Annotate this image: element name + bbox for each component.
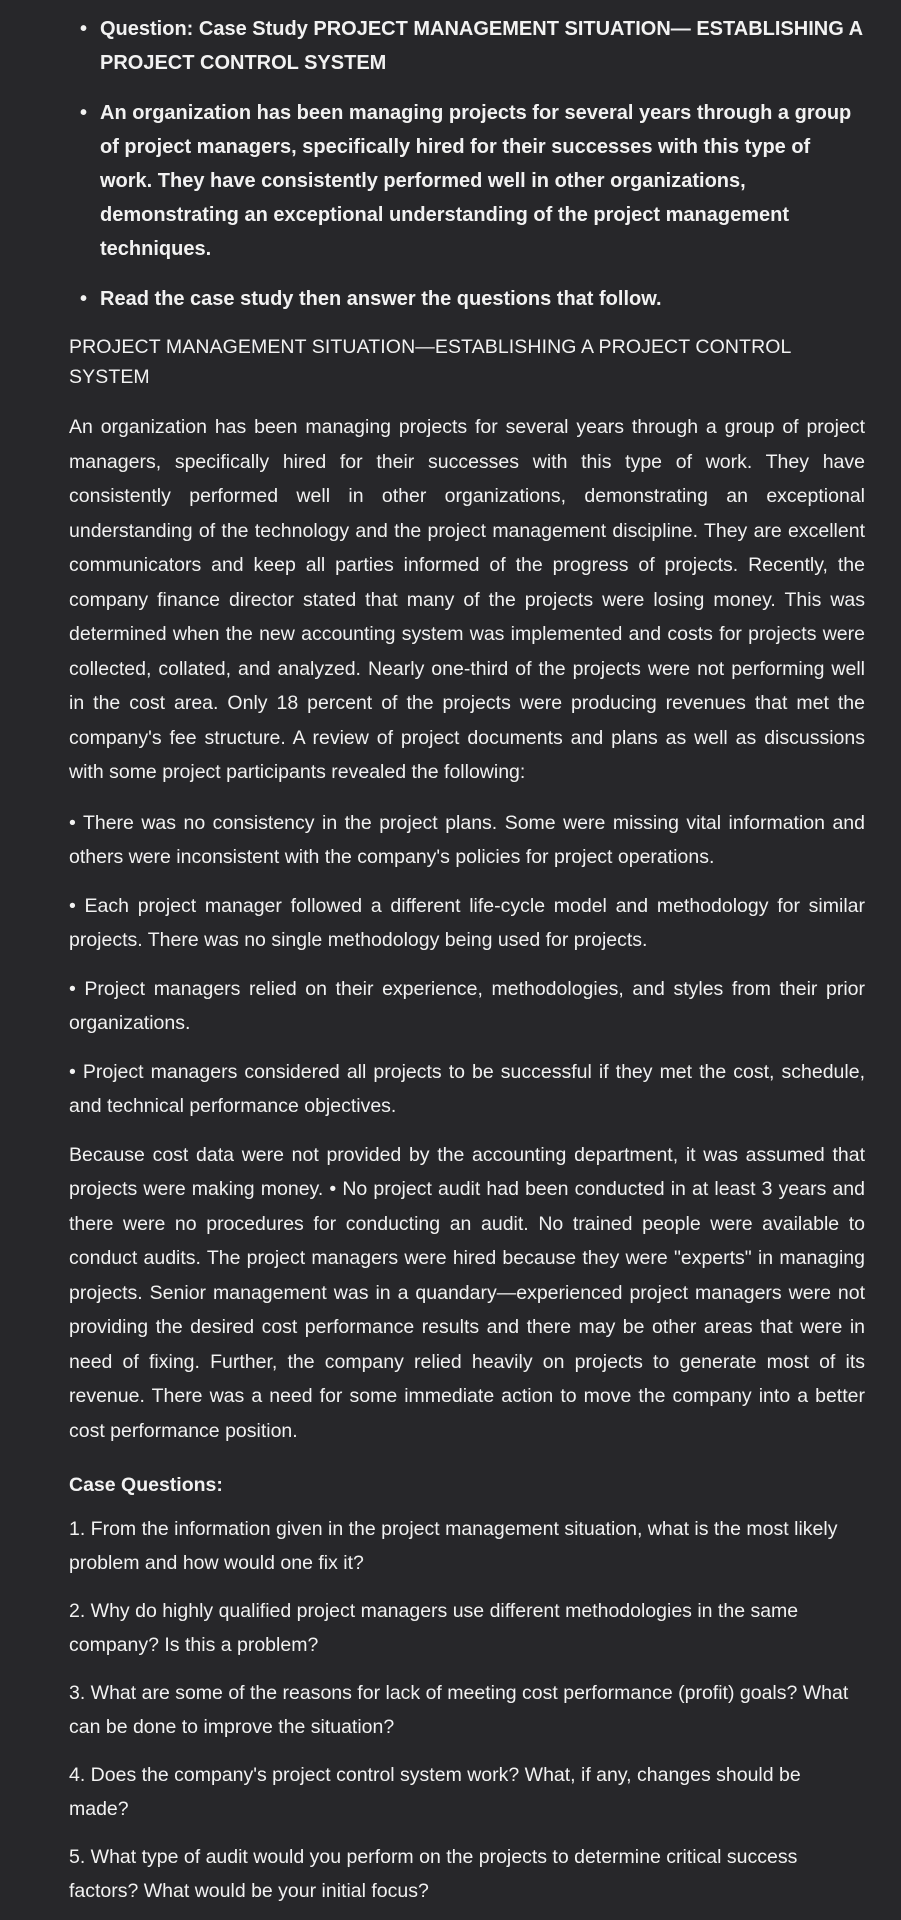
finding-item: • Project managers relied on their experience, methodologies, and styles from their prior organizations. — [69, 977, 865, 1034]
intro-bullet-list — [70, 12, 865, 316]
intro-bullet-summary — [70, 96, 865, 266]
finding-item: • Project managers considered all projects to be successful if they met the cost, schedule, and technical performance objectives. — [69, 1060, 865, 1117]
intro-line: • An organization has been managing projects for several years through a group — [100, 102, 852, 124]
intro-bullet-question — [70, 12, 865, 80]
question-item: 2. Why do highly qualified project managers use different methodologies in the same company? Is this a problem? — [69, 1600, 799, 1656]
question-item: 5. What type of audit would you perform on the projects to determine critical success factors? What would be your initial focus? — [69, 1846, 798, 1902]
intro-bullet-instruction — [70, 282, 865, 316]
intro-line: • Read the case study then answer the questions that follow. — [100, 288, 662, 310]
case-questions-title: Case Questions: — [69, 1474, 223, 1496]
intro-line: demonstrating an exceptional understanding of the project management — [100, 204, 789, 226]
closing-paragraph: Because cost data were not provided by the accounting department, it was assumed that projects were making money. • No project audit had been conducted in at least 3 years and there were no procedures for conducting an audit. No trained people were available to conduct audits. The project managers were hired because they were "experts" in managing projects. Senior management was in a quandary—experienced project managers were not providing the desired cost performance results and there may be other areas that were in need of fixing. Further, the company relied heavily on projects to generate most of its revenue. There was a need for some immediate action to move the company into a better cost performance position. — [69, 1143, 865, 1442]
question-item: 1. From the information given in the project management situation, what is the most likely problem and how would one fix it? — [69, 1518, 838, 1574]
intro-line: techniques. — [100, 238, 212, 260]
intro-line: PROJECT CONTROL SYSTEM — [100, 52, 387, 74]
question-item: 3. What are some of the reasons for lack of meeting cost performance (profit) goals? What can be done to improve the situation? — [69, 1682, 849, 1738]
finding-item: • Each project manager followed a different life-cycle model and methodology for similar projects. There was no single methodology being used for projects. — [69, 894, 865, 951]
intro-line: of project managers, specifically hired for their successes with this type of — [100, 136, 811, 158]
case-paragraph: An organization has been managing projects for several years through a group of project managers, specifically hired for their successes with this type of work. They have consistently performed well in other organizations, demonstrating an exceptional understanding of the technology and the project management discipline. They are excellent communicators and keep all parties informed of the progress of projects. Recently, the company finance director stated that many of the projects were losing money. This was determined when the new accounting system was implemented and costs for projects were collected, collated, and analyzed. Nearly one-third of the projects were not performing well in the cost area. Only 18 percent of the projects were producing revenues that met the company's fee structure. A review of project documents and plans as well as discussions with some project participants revealed the following: — [69, 416, 865, 783]
case-heading: PROJECT MANAGEMENT SITUATION—ESTABLISHING A PROJECT CONTROL SYSTEM — [69, 336, 791, 388]
intro-line: • Question: Case Study PROJECT MANAGEMENT SITUATION— ESTABLISHING A — [100, 18, 864, 40]
finding-item: • There was no consistency in the project plans. Some were missing vital information and others were inconsistent with the company's policies for project operations. — [69, 811, 865, 868]
intro-line: work. They have consistently performed well in other organizations, — [100, 170, 746, 192]
question-item: 4. Does the company's project control system work? What, if any, changes should be made? — [69, 1764, 801, 1820]
